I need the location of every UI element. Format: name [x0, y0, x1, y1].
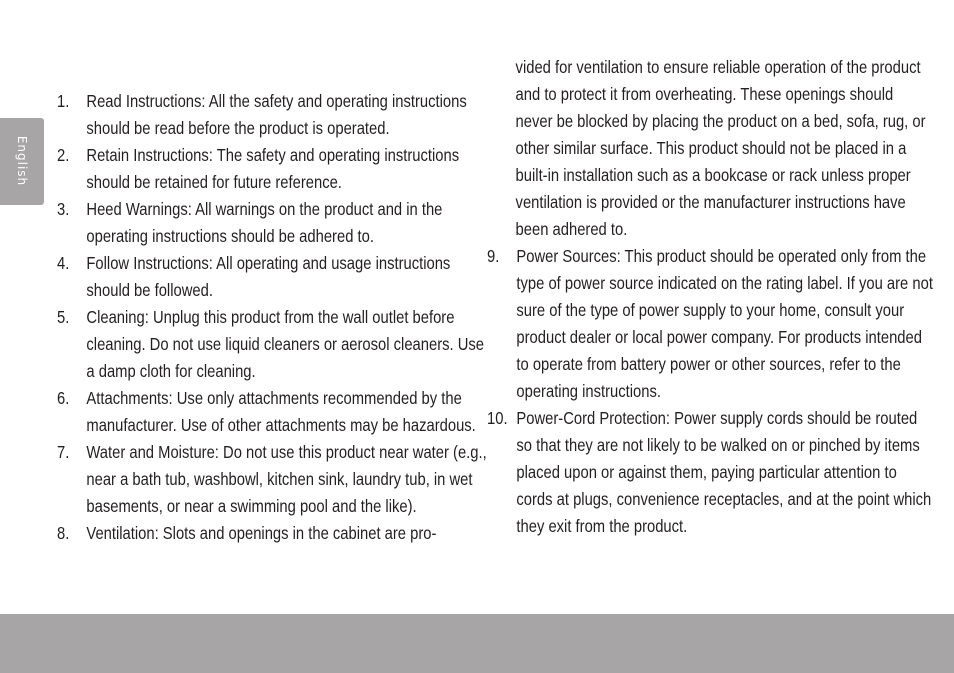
- item-text: Follow Instructions: All operating and usage instructions should be followed.: [86, 253, 451, 300]
- list-item: [57, 385, 496, 439]
- item-text: Ventilation: Slots and openings in the cabinet are pro-: [86, 523, 437, 543]
- continuation-text: vided for ventilation to ensure reliable operation of the product and to protect it from overheating. These openings should never be blocked by placing the product on a bed, sofa, rug, or other similar surface. This product should not be placed in a built-in installation such as a bookcase or rack unless proper ventilation is provided or the manufacturer instructions have been adhered to.: [515, 57, 926, 239]
- list-item: [57, 250, 496, 304]
- item-number: 7.: [57, 442, 70, 462]
- item-number: 2.: [57, 145, 70, 165]
- language-tab[interactable]: [0, 118, 44, 205]
- item-number: 10.: [487, 408, 508, 428]
- left-column: [57, 88, 487, 547]
- list-item: [57, 304, 496, 385]
- list-item: [57, 142, 496, 196]
- item-text: Read Instructions: All the safety and operating instructions should be read before the product is operated.: [86, 91, 467, 138]
- item-number: 6.: [57, 388, 70, 408]
- footer-band: [0, 614, 954, 673]
- list-item: [57, 439, 496, 520]
- item-text: Water and Moisture: Do not use this product near water (e.g., near a bath tub, washbowl, kitchen sink, laundry tub, in wet basements, or near a swimming pool and the like).: [86, 442, 487, 516]
- language-tab-label: English: [15, 135, 29, 187]
- item-text: Cleaning: Unplug this product from the wall outlet before cleaning. Do not use liquid cleaners or aerosol cleaners. Use a damp cloth for cleaning.: [86, 307, 485, 381]
- item-text: Heed Warnings: All warnings on the product and in the operating instructions should be adhered to.: [86, 199, 443, 246]
- item-number: 8.: [57, 523, 70, 543]
- list-item: [57, 520, 496, 547]
- item-text: Power Sources: This product should be operated only from the type of power source indicated on the rating label. If you are not sure of the type of power supply to your home, consult your product dealer or local power company. For products intended to operate from battery power or other sources, refer to the operating instructions.: [516, 246, 933, 401]
- list-item: [57, 88, 496, 142]
- list-item: [487, 243, 934, 405]
- item-number: 4.: [57, 253, 70, 273]
- list-item: [487, 405, 934, 540]
- item-number: 5.: [57, 307, 70, 327]
- right-column: [487, 54, 933, 540]
- item-number: 1.: [57, 91, 70, 111]
- item-text: Power-Cord Protection: Power supply cords should be routed so that they are not likely to be walked on or pinched by items placed upon or against them, paying particular attention to cords at plugs, convenience receptacles, and at the point which they exit from the product.: [516, 408, 932, 536]
- item-number: 9.: [487, 246, 500, 266]
- item-text: Attachments: Use only attachments recommended by the manufacturer. Use of other attachments may be hazardous.: [86, 388, 476, 435]
- item-number: 3.: [57, 199, 70, 219]
- item-text: Retain Instructions: The safety and operating instructions should be retained for future reference.: [86, 145, 460, 192]
- list-item: [57, 196, 496, 250]
